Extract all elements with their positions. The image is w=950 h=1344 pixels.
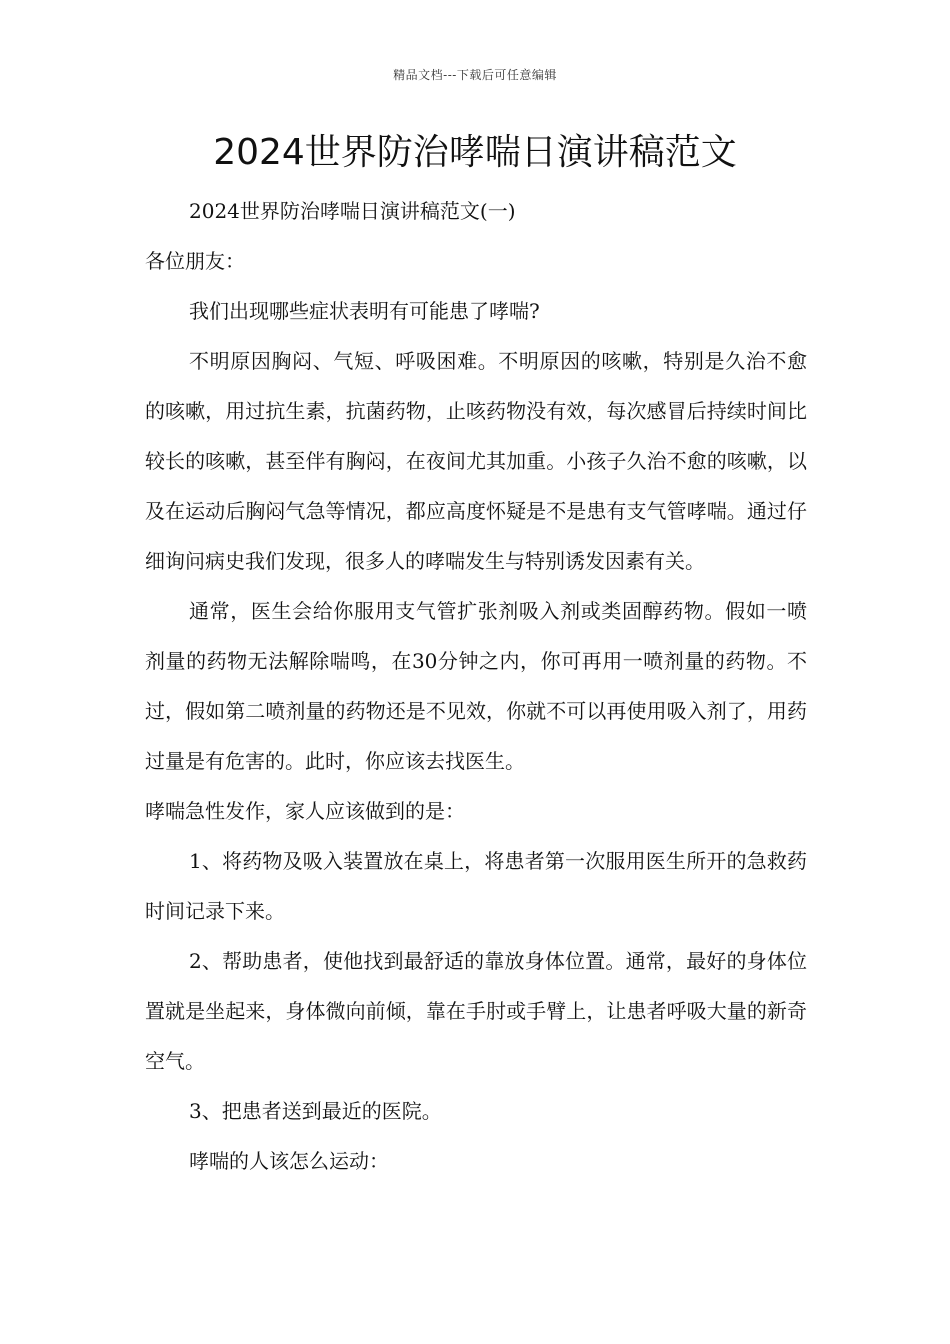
running-header: 精品文档---下载后可任意编辑 [393,68,557,82]
document-title: 2024世界防治哮喘日演讲稿范文 [213,132,737,173]
document-subtitle: 2024世界防治哮喘日演讲稿范文(一) [189,199,516,223]
list-item-step-3: 3、把患者送到最近的医院。 [189,1099,442,1123]
paragraph-exercise-heading: 哮喘的人该怎么运动： [189,1149,389,1173]
paragraph-treatment: 通常，医生会给你服用支气管扩张剂吸入剂或类固醇药物。假如一喷剂量的药物无法解除喘鸣，在30分钟之内，你可再用一喷剂量的药物。不过，假如第二喷剂量的药物还是不见效，你就不可以再使用吸入剂了，用药过量是有危害的。此时，你应该去找医生。 [145,599,807,773]
document-body [145,186,807,1186]
paragraph-symptoms: 不明原因胸闷、气短、呼吸困难。不明原因的咳嗽，特别是久治不愈的咳嗽，用过抗生素，抗菌药物，止咳药物没有效，每次感冒后持续时间比较长的咳嗽，甚至伴有胸闷，在夜间尤其加重。小孩子久治不愈的咳嗽，以及在运动后胸闷气急等情况，都应高度怀疑是不是患有支气管哮喘。通过仔细询问病史我们发现，很多人的哮喘发生与特别诱发因素有关。 [145,349,807,573]
paragraph-family-actions-intro: 哮喘急性发作，家人应该做到的是： [145,799,465,823]
list-item-step-1: 1、将药物及吸入装置放在桌上，将患者第一次服用医生所开的急救药时间记录下来。 [145,849,807,923]
paragraph-question: 我们出现哪些症状表明有可能患了哮喘? [189,299,540,323]
greeting: 各位朋友： [145,249,245,273]
list-item-step-2: 2、帮助患者，使他找到最舒适的靠放身体位置。通常，最好的身体位置就是坐起来，身体微向前倾，靠在手肘或手臂上，让患者呼吸大量的新奇空气。 [145,949,807,1073]
